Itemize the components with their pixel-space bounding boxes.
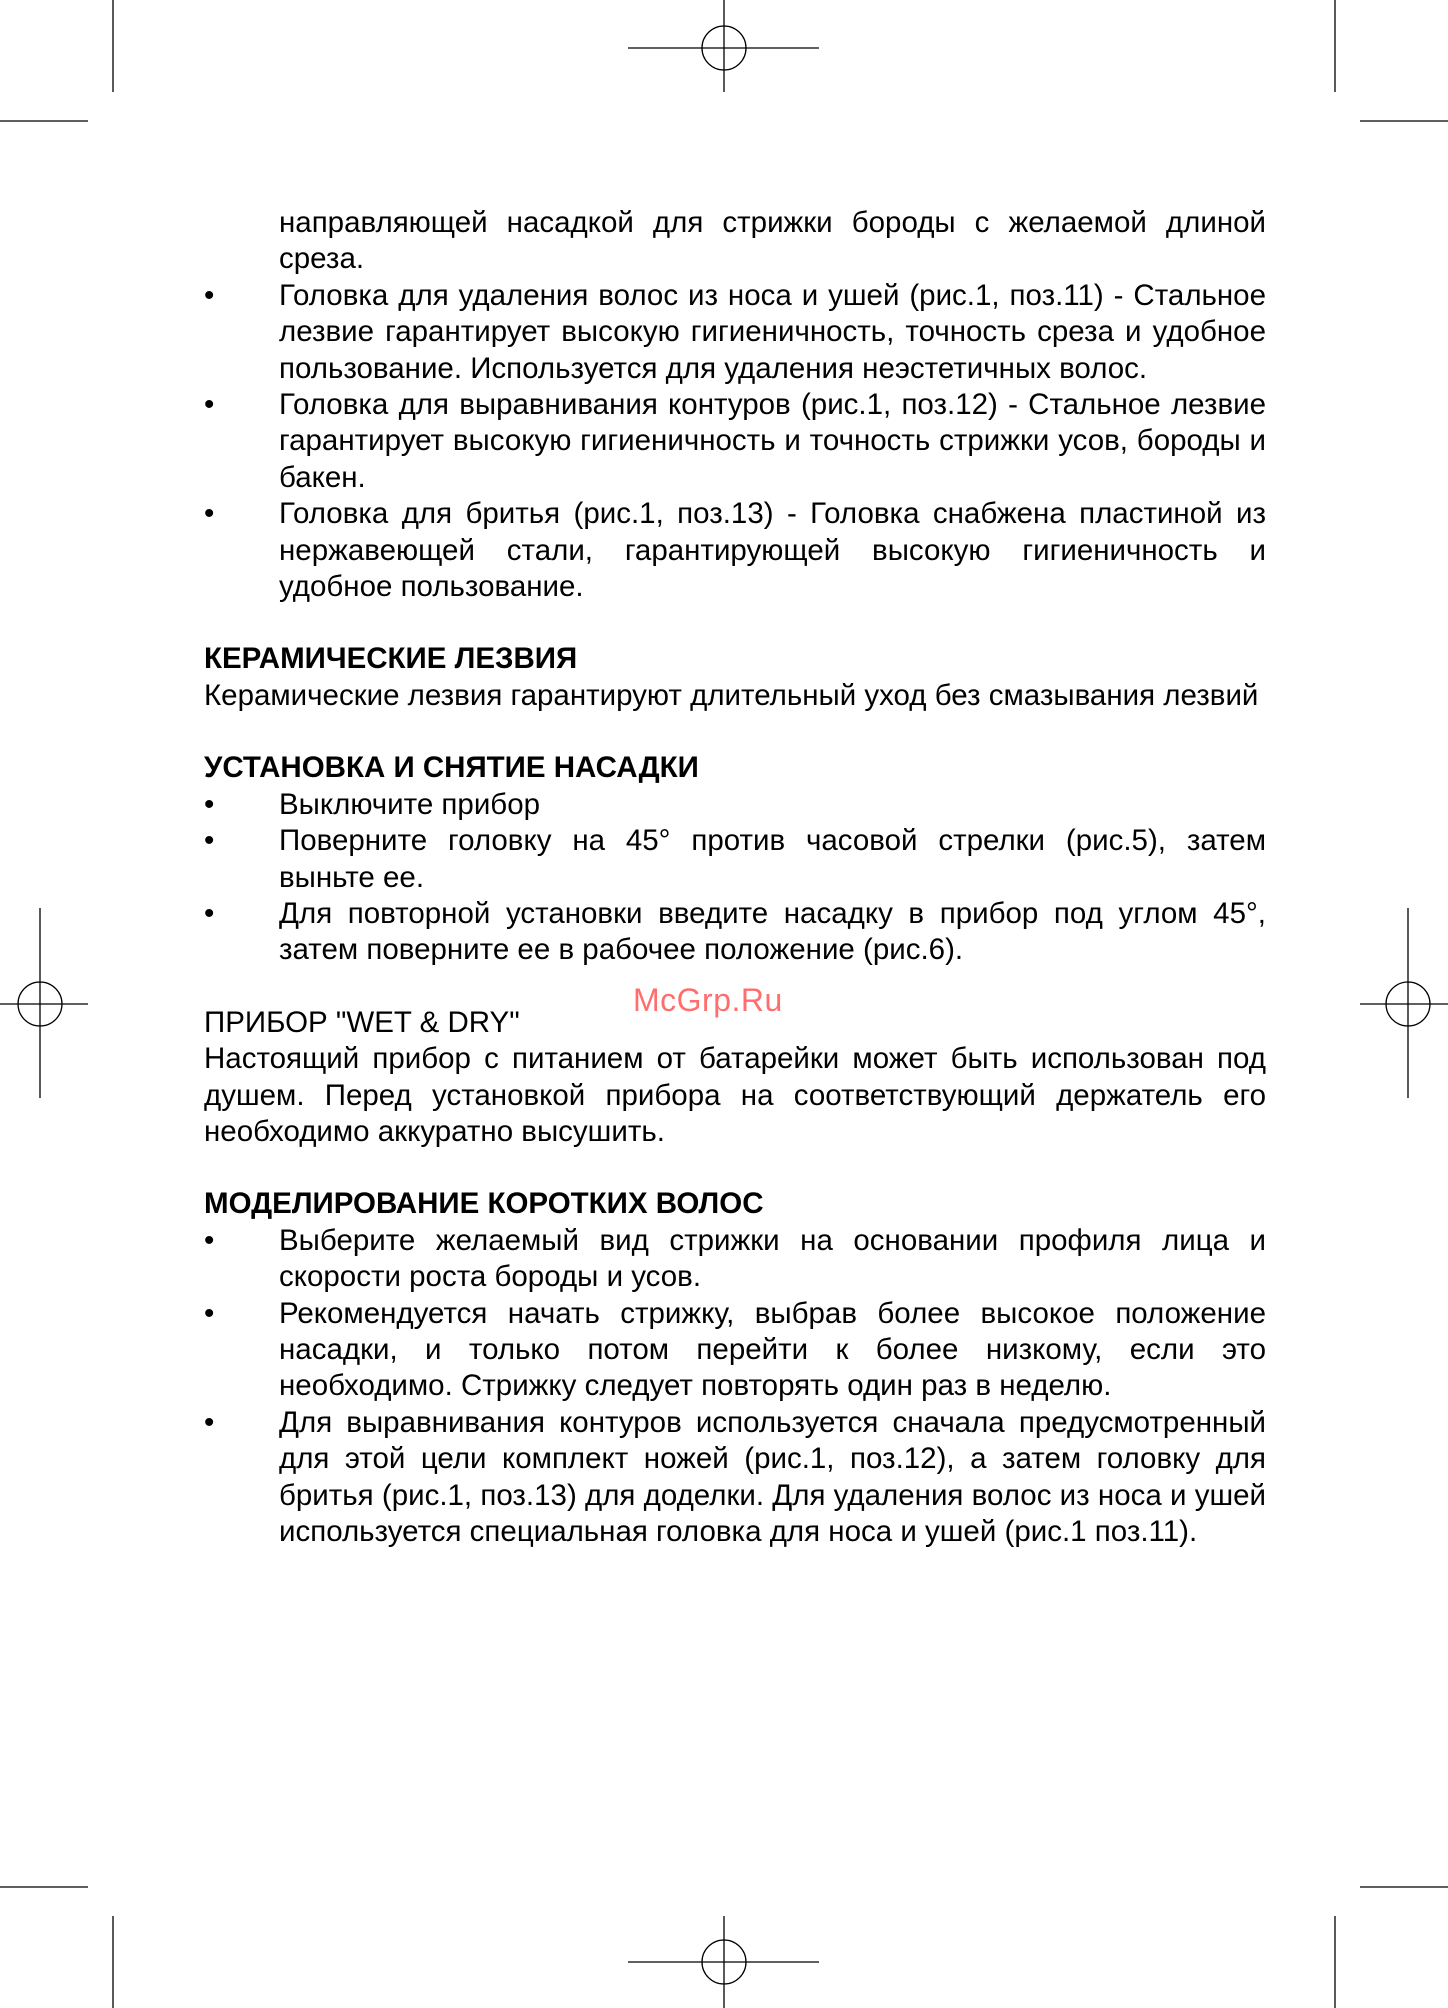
modeling-list <box>204 1223 1266 1551</box>
list-item <box>204 1223 1266 1296</box>
list-item-text: Для выравнивания контуров используется сначала предусмотренный для этой цели комплект ножей (рис.1, поз.12), а затем головку для бритья (рис.1, поз.13) для доделки. Для удаления волос из носа и ушей используется специальная головка для носа и ушей (рис.1 поз.11). <box>279 1405 1266 1548</box>
bullet-icon: • <box>204 787 215 821</box>
list-item-text: Головка для бритья (рис.1, поз.13) - Головка снабжена пластиной из нержавеющей стали, гарантирующей высокую гигиеничность и удобное пользование. <box>279 497 1266 604</box>
list-item-text: Рекомендуется начать стрижку, выбрав более высокое положение насадки, и только потом перейти к более низкому, если это необходимо. Стрижку следует повторять один раз в неделю. <box>279 1296 1266 1403</box>
list-item <box>204 823 1266 896</box>
watermark: McGrp.Ru <box>633 982 783 1018</box>
ceramic-heading: КЕРАМИЧЕСКИЕ ЛЕЗВИЯ <box>204 642 578 676</box>
list-item <box>204 896 1266 969</box>
bullet-icon: • <box>204 1296 215 1330</box>
list-item-text: Выберите желаемый вид стрижки на основании профиля лица и скорости роста бороды и усов. <box>279 1223 1266 1294</box>
bullet-icon: • <box>204 896 215 930</box>
list-item-text: Головка для удаления волос из носа и ушей (рис.1, поз.11) - Стальное лезвие гарантирует высокую гигиеничность, точность среза и удобное пользование. Используется для удаления неэстетичных волос. <box>279 278 1266 385</box>
bullet-icon: • <box>204 824 215 858</box>
attachment-list <box>204 278 1266 606</box>
list-item <box>204 787 1266 823</box>
bullet-icon: • <box>204 278 215 312</box>
wetdry-text: Настоящий прибор с питанием от батарейки может быть использован под душем. Перед установкой прибора на соответствующий держатель его необходимо аккуратно высушить. <box>204 1042 1266 1148</box>
install-list <box>204 787 1266 969</box>
list-item <box>204 1405 1266 1551</box>
list-item-text: Выключите прибор <box>279 787 541 821</box>
wetdry-heading: ПРИБОР "WET & DRY" <box>204 1005 520 1039</box>
intro-continuation: направляющей насадкой для стрижки бороды с желаемой длиной среза. <box>279 206 1266 276</box>
list-item-text: Головка для выравнивания контуров (рис.1, поз.12) - Стальное лезвие гарантирует высокую гигиеничность и точность стрижки усов, бороды и бакен. <box>279 388 1266 494</box>
bullet-icon: • <box>204 1223 215 1257</box>
modeling-heading: МОДЕЛИРОВАНИЕ КОРОТКИХ ВОЛОС <box>204 1187 764 1221</box>
ceramic-text: Керамические лезвия гарантируют длительный уход без смазывания лезвий <box>204 678 1259 712</box>
list-item <box>204 278 1266 387</box>
bullet-icon: • <box>204 388 215 422</box>
list-item-text: Для повторной установки введите насадку в прибор под углом 45°, затем поверните ее в рабочее положение (рис.6). <box>279 896 1266 967</box>
manual-page-content <box>204 205 1266 1550</box>
bullet-icon: • <box>204 497 215 531</box>
list-item <box>204 496 1266 605</box>
list-item <box>204 387 1266 496</box>
install-heading: УСТАНОВКА И СНЯТИЕ НАСАДКИ <box>204 751 699 785</box>
bullet-icon: • <box>204 1405 215 1439</box>
list-item-text: Поверните головку на 45° против часовой стрелки (рис.5), затем выньте ее. <box>279 824 1266 894</box>
list-item <box>204 1296 1266 1405</box>
